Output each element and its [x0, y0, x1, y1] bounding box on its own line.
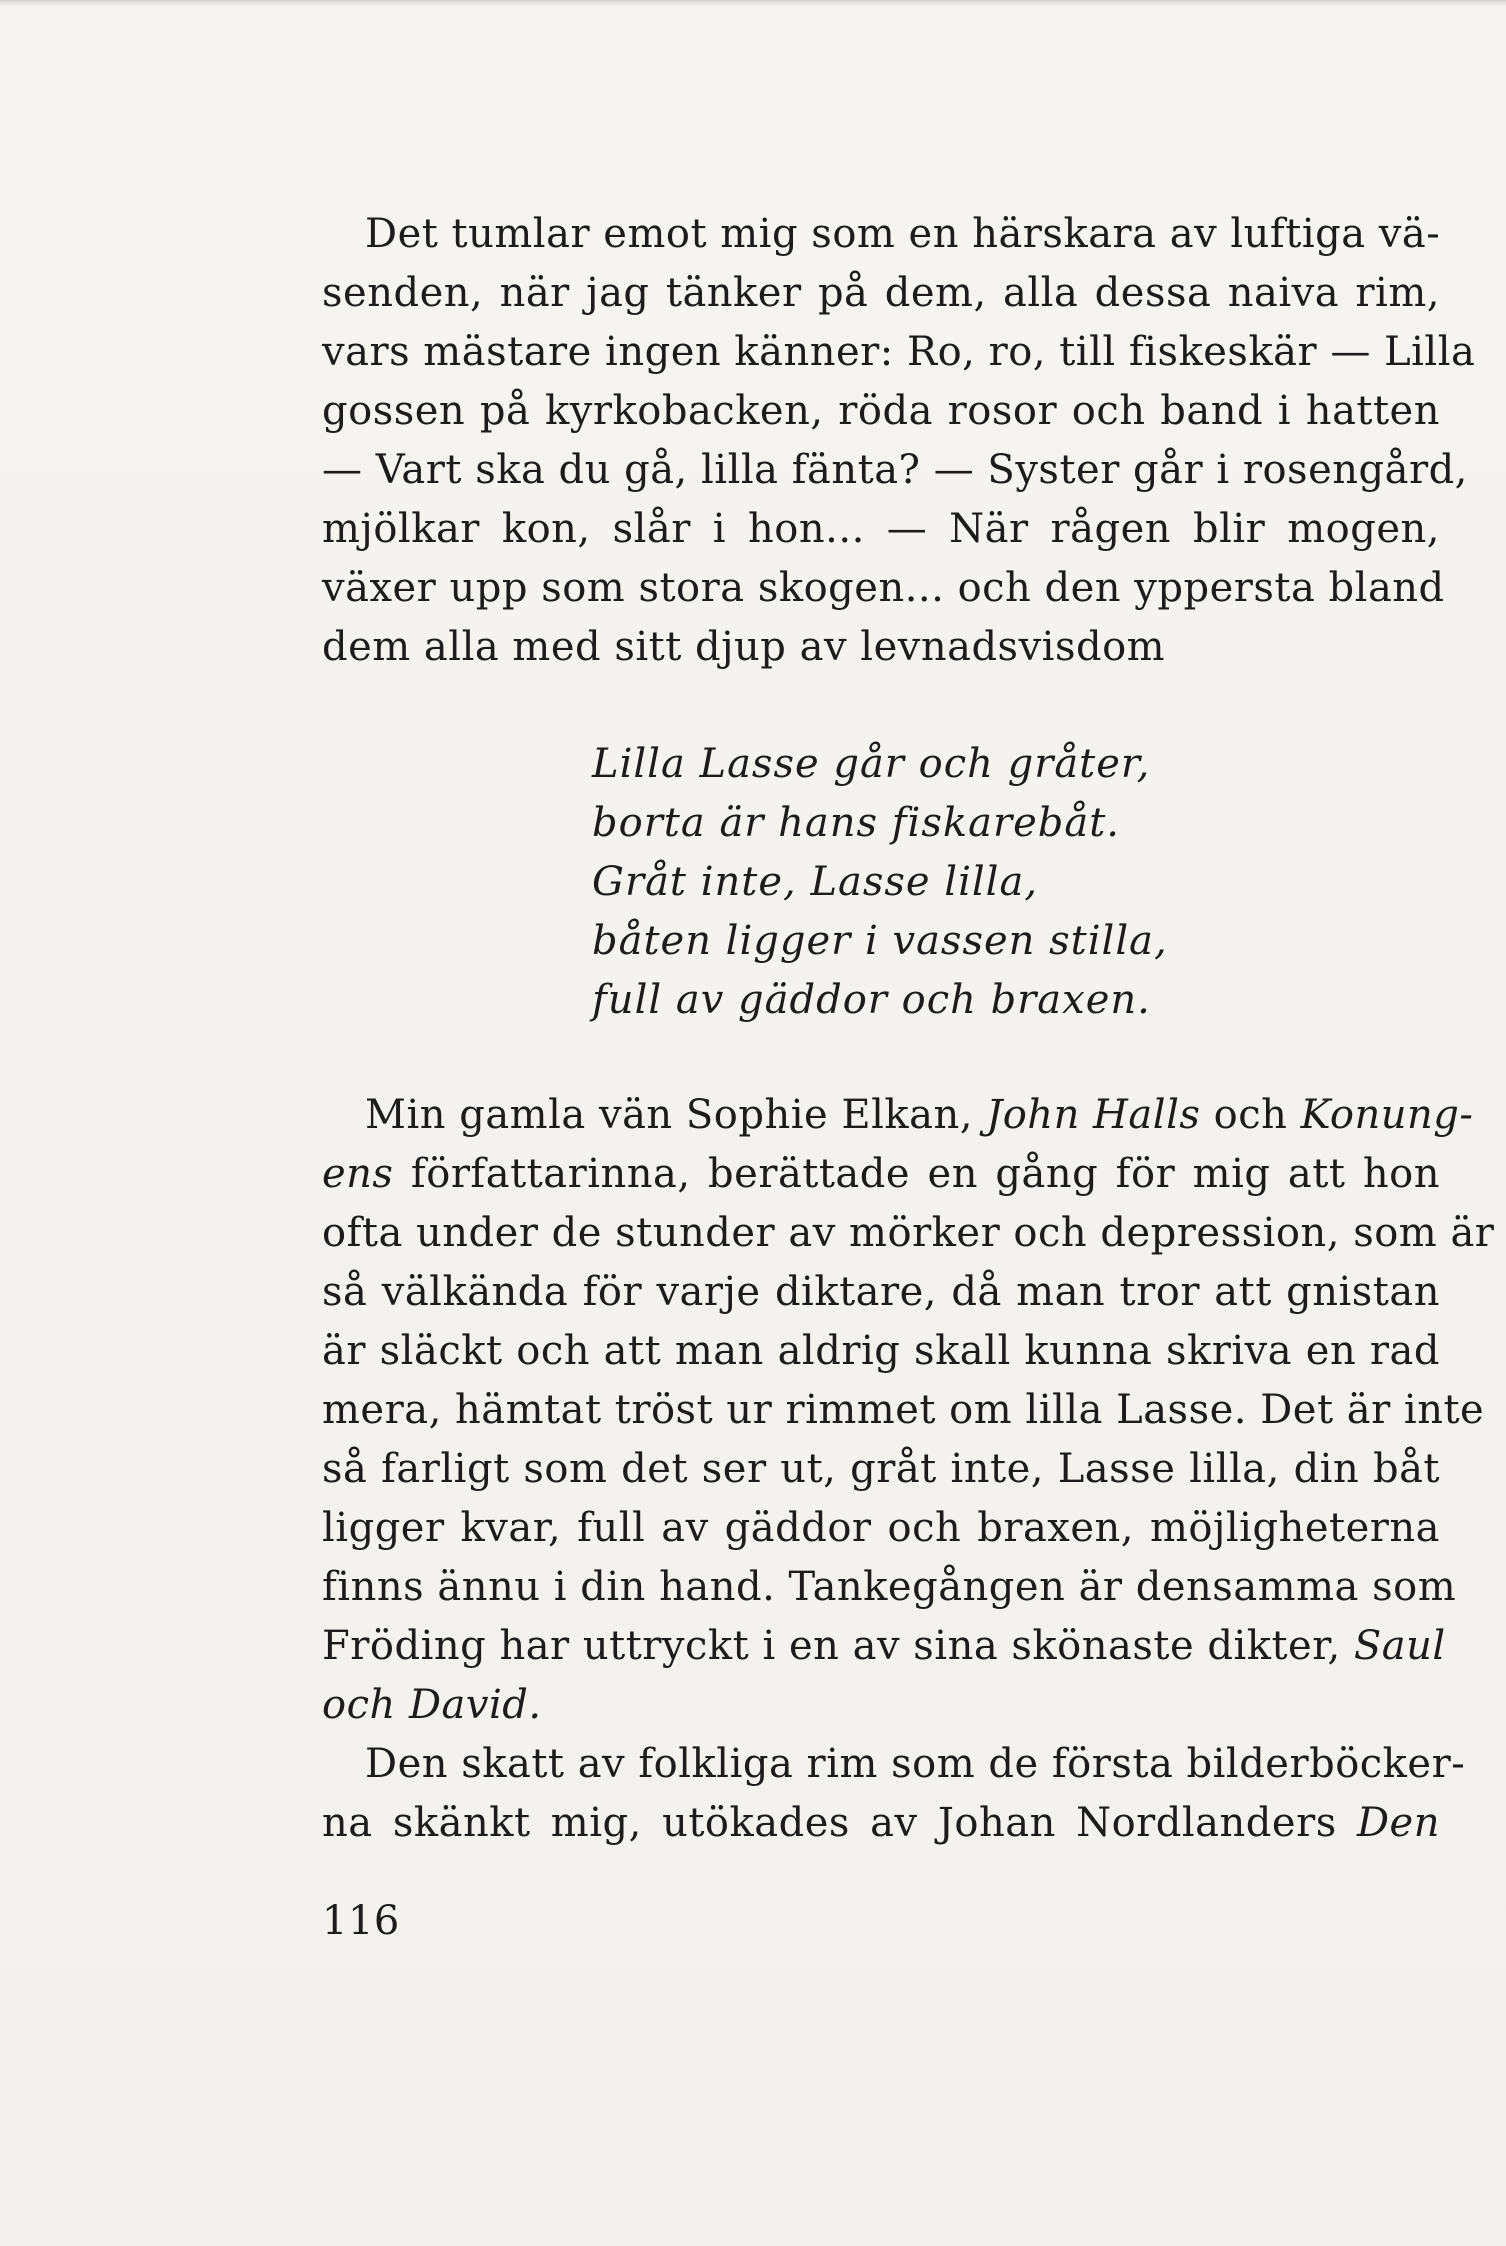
poem-stanza [592, 735, 1292, 1030]
text-line [322, 1617, 1446, 1676]
text-run: Fröding har uttryckt i en av sina skönaste dikter, [322, 1623, 1354, 1669]
text-line: växer upp som stora skogen... och den yppersta bland [322, 565, 1445, 611]
poem-line: Gråt inte, Lasse lilla, [592, 859, 1039, 905]
text-line: är släckt och att man aldrig skall kunna skriva en rad [322, 1328, 1440, 1374]
text-line: senden, när jag tänker på dem, alla dessa naiva rim, [322, 270, 1440, 316]
text-line [322, 1086, 1474, 1145]
text-run: na skänkt mig, utökades av Johan Nordlanders [322, 1800, 1357, 1846]
text-line: vars mästare ingen känner: Ro, ro, till fiskeskär — Lilla [322, 329, 1476, 375]
poem-line: Lilla Lasse går och gråter, [592, 741, 1151, 787]
text-line: finns ännu i din hand. Tankegången är densamma som [322, 1564, 1457, 1610]
text-line: Den skatt av folkliga rim som de första bilderböcker- [365, 1741, 1466, 1787]
text-line: dem alla med sitt djup av levnadsvisdom [322, 624, 1166, 670]
text-line: så välkända för varje diktare, då man tror att gnistan [322, 1269, 1440, 1315]
text-line [322, 1676, 1440, 1735]
page-top-edge [0, 0, 1506, 6]
text-line: — Vart ska du gå, lilla fänta? — Syster går i rosengård, [322, 447, 1468, 493]
book-title: John Halls [986, 1092, 1201, 1138]
text-run: och [1200, 1092, 1301, 1138]
page-number: 116 [322, 1898, 400, 1944]
text-line [322, 1794, 1440, 1853]
text-run: Min gamla vän Sophie Elkan, [365, 1092, 987, 1138]
text-line: mera, hämtat tröst ur rimmet om lilla Lasse. Det är inte [322, 1387, 1485, 1433]
text-line: ofta under de stunder av mörker och depression, som är [322, 1210, 1495, 1256]
book-title: och David. [322, 1682, 542, 1728]
text-line: mjölkar kon, slår i hon... — När rågen blir mogen, [322, 506, 1440, 552]
text-line: så farligt som det ser ut, gråt inte, Lasse lilla, din båt [322, 1446, 1440, 1492]
text-line: Det tumlar emot mig som en härskara av luftiga vä- [365, 211, 1441, 257]
text-line: gossen på kyrkobacken, röda rosor och band i hatten [322, 388, 1440, 434]
text-line: ligger kvar, full av gäddor och braxen, möjligheterna [322, 1505, 1440, 1551]
poem-line: borta är hans fiskarebåt. [592, 800, 1120, 846]
book-title: ens [322, 1151, 394, 1197]
text-run: författarinna, berättade en gång för mig att hon [393, 1151, 1440, 1197]
poem-line: båten ligger i vassen stilla, [592, 918, 1168, 964]
book-title: Konung- [1300, 1092, 1474, 1138]
paragraph-3 [322, 1735, 1466, 1853]
poem-line: full av gäddor och braxen. [592, 977, 1151, 1023]
book-title: Saul [1353, 1623, 1446, 1669]
text-line [322, 1145, 1440, 1204]
paragraph-2 [322, 1086, 1495, 1735]
book-title: Den [1356, 1800, 1440, 1846]
paragraph-1 [322, 205, 1476, 677]
